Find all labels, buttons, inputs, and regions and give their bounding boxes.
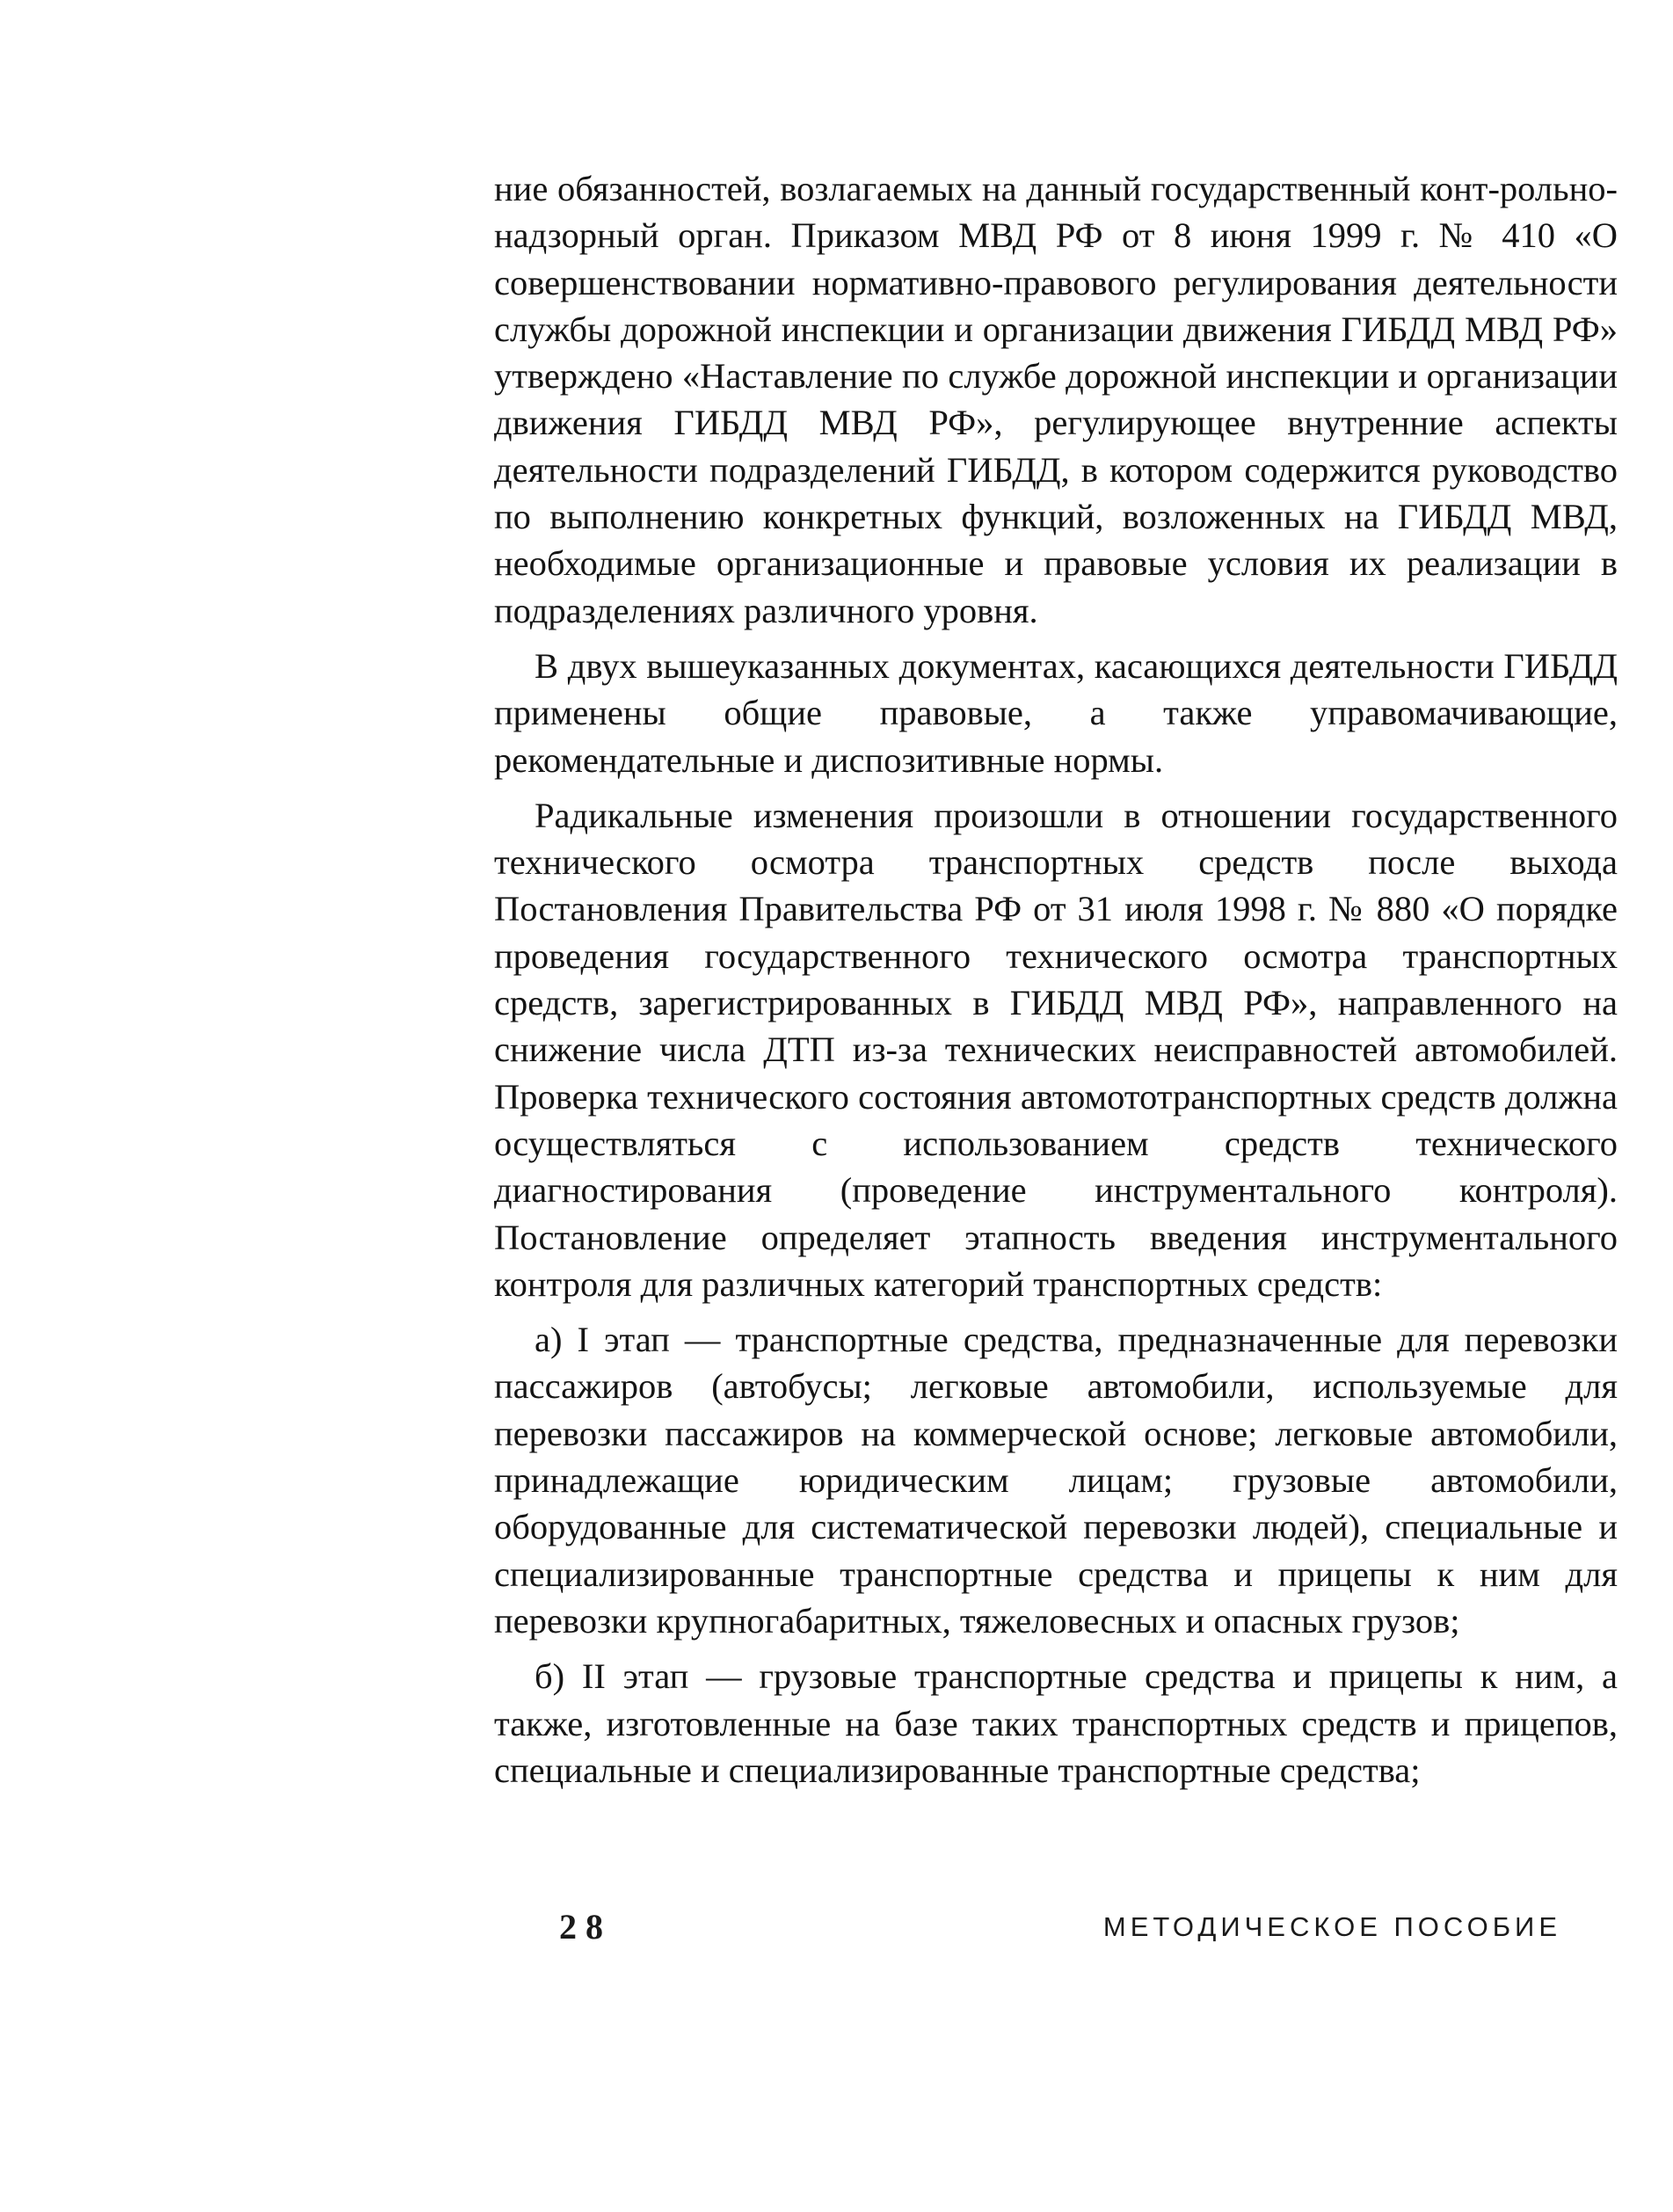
paragraph-continuation: ние обязанностей, возлагаемых на данный государственный конт-рольно-надзорный орган. Приказом МВД РФ от 8 июня 1999 г. № 410 «О совершенствовании нормативно-правового регулирования деятельности службы дорожной инспекции и организации движения ГИБДД МВД РФ» утверждено «Наставление по службе дорожной инспекции и организации движения ГИБДД МВД РФ», регулирующее внутренние аспекты деятельности подразделений ГИБДД, в котором содержится руководство по выполнению конкретных функций, возложенных на ГИБДД МВД, необходимые организационные и правовые условия их реализации в подразделениях различного уровня. xyxy=(494,169,1618,630)
list-item-stage-two: б) II этап — грузовые транспортные средства и прицепы к ним, а также, изготовленные на базе таких транспортных средств и прицепов, специальные и специализированные транспортные средства; xyxy=(494,1656,1618,1790)
page-body-text xyxy=(494,165,1618,1794)
list-item-stage-one: а) I этап — транспортные средства, предназначенные для перевозки пассажиров (автобусы; легковые автомобили, используемые для перевозки пассажиров на коммерческой основе; легковые автомобили, принадлежащие юридическим лицам; грузовые автомобили, оборудованные для систематической перевозки людей), специальные и специализированные транспортные средства и прицепы к ним для перевозки крупногабаритных, тяжеловесных и опасных грузов; xyxy=(494,1320,1618,1641)
running-title: МЕТОДИЧЕСКОЕ ПОСОБИЕ xyxy=(1102,1911,1561,1942)
page-number: 28 xyxy=(559,1907,612,1946)
paragraph-norms: В двух вышеуказанных документах, касающихся деятельности ГИБДД применены общие правовые, а также управомачивающие, рекомендательные и диспозитивные нормы. xyxy=(494,645,1618,780)
paragraph-technical-inspection: Радикальные изменения произошли в отношении государственного технического осмотра транспортных средств после выхода Постановления Правительства РФ от 31 июля 1998 г. № 880 «О порядке проведения государственного технического осмотра транспортных средств, зарегистрированных в ГИБДД МВД РФ», направленного на снижение числа ДТП из-за технических неисправностей автомобилей. Проверка технического состояния автомототранспортных средств должна осуществляться с использованием средств технического диагностирования (проведение инструментального контроля). Постановление определяет этапность введения инструментального контроля для различных категорий транспортных средств: xyxy=(494,795,1618,1304)
page-footer xyxy=(559,1906,1561,1950)
